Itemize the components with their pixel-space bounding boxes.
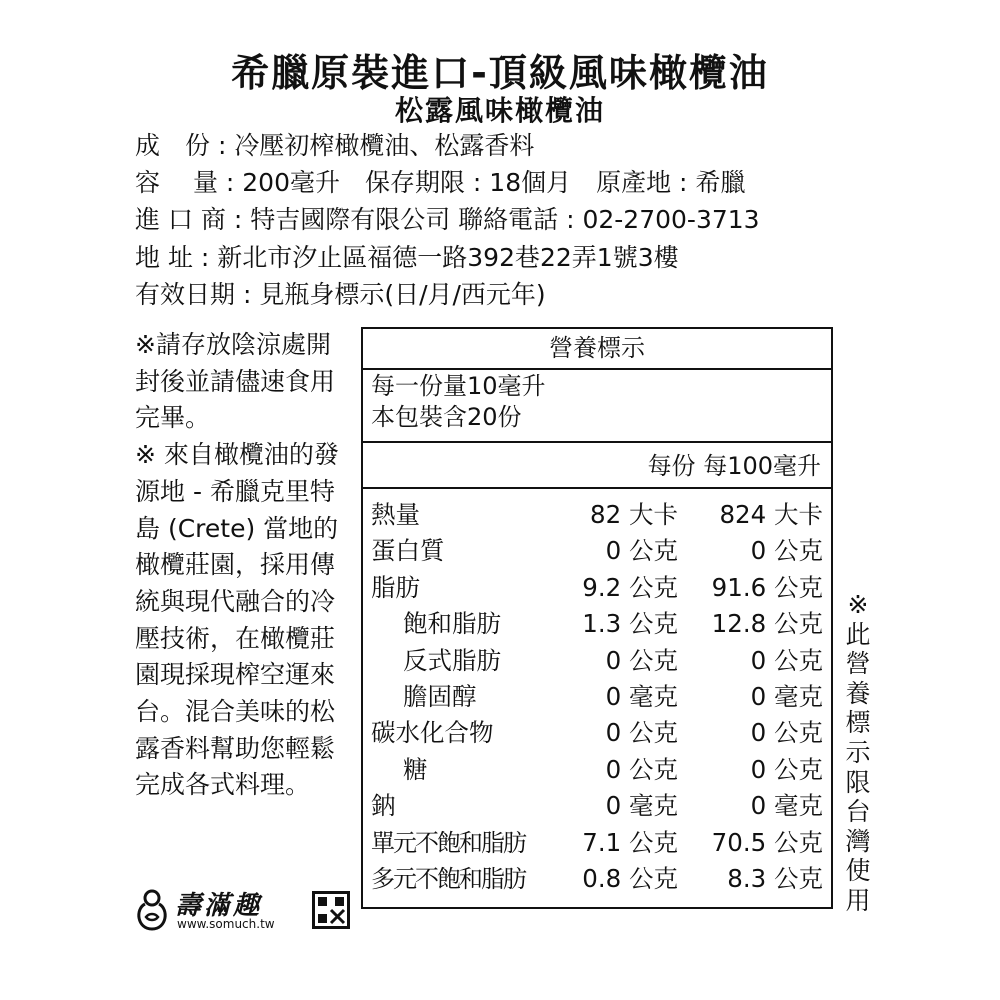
origin-story: ※ 來自橄欖油的發源地 - 希臘克里特島 (Crete) 當地的橄欖莊園，採用傳統與現代融合的冷壓技術，在橄欖莊園現採現榨空運來台。混合美味的松露香料幫助您輕鬆完成各式料理。 [135, 440, 339, 800]
nutrient-row-saturated-fat [363, 606, 831, 642]
nutrient-name: 反式脂肪 [403, 645, 501, 675]
per-100ml-value: 0 公克 [750, 536, 823, 566]
per-100ml-value: 0 毫克 [750, 681, 823, 711]
info-ingredients: 成 份 : 冷壓初榨橄欖油、松露香料 [135, 131, 535, 160]
brand-url: www.somuch.tw [177, 917, 275, 931]
serving-size: 每一份量10毫升 [371, 372, 546, 400]
nutrient-row-sugar [363, 752, 831, 788]
per-100ml-value: 91.6 公克 [711, 572, 823, 602]
product-subtitle: 松露風味橄欖油 [394, 94, 605, 127]
left-notes [135, 327, 353, 804]
brand-logo [135, 885, 355, 935]
per-100ml-value: 0 公克 [750, 718, 823, 748]
nutrient-name: 多元不飽和脂肪 [371, 864, 525, 893]
per-serving-value: 0.8 公克 [582, 863, 678, 893]
qr-code-icon [312, 891, 350, 929]
nutrition-facts-panel [361, 327, 833, 909]
nutrient-name: 糖 [403, 754, 428, 784]
per-100ml-value: 0 公克 [750, 645, 823, 675]
nutrient-name: 蛋白質 [371, 536, 445, 566]
info-importer-phone: 進 口 商 : 特吉國際有限公司 聯絡電話 : 02-2700-3713 [135, 205, 760, 234]
nutrition-rows [363, 497, 831, 897]
nutrient-row-energy [363, 497, 831, 533]
per-100ml-value: 0 毫克 [750, 791, 823, 821]
taiwan-only-note: ※此營養標示限台灣使用 [845, 590, 871, 915]
nutrient-row-polyunsaturated-fat [363, 861, 831, 897]
nutrient-name: 鈉 [371, 791, 396, 821]
per-100ml-value: 0 公克 [750, 754, 823, 784]
nutrient-row-protein [363, 533, 831, 569]
per-serving-value: 0 公克 [605, 536, 678, 566]
nutrition-header: 營養標示 [363, 329, 831, 370]
nutrient-row-trans-fat [363, 643, 831, 679]
per-100ml-value: 8.3 公克 [727, 863, 823, 893]
nutrient-row-carbohydrate [363, 715, 831, 751]
servings-per-package: 本包裝含20份 [371, 403, 522, 431]
per-100ml-value: 12.8 公克 [711, 609, 823, 639]
per-100ml-value: 824 大卡 [719, 500, 823, 529]
nutrition-divider [363, 441, 831, 443]
nutrient-name: 膽固醇 [403, 681, 477, 711]
info-address: 地 址 : 新北市汐止區福德一路392巷22弄1號3樓 [135, 243, 679, 272]
storage-note: ※請存放陰涼處開封後並請儘速食用完畢。 [135, 330, 336, 433]
info-expiry-date: 有效日期 : 見瓶身標示(日/月/西元年) [135, 280, 546, 309]
nutrient-row-sodium [363, 788, 831, 824]
nutrient-row-cholesterol [363, 679, 831, 715]
page-title: 希臘原裝進口-頂級風味橄欖油 [231, 51, 769, 95]
brand-name: 壽滿趣 [175, 891, 263, 921]
column-headers: 每份 每100毫升 [647, 452, 821, 480]
per-serving-value: 0 毫克 [605, 681, 678, 711]
nutrient-row-fat [363, 570, 831, 606]
per-100ml-value: 70.5 公克 [711, 827, 823, 857]
per-serving-value: 82 大卡 [590, 500, 678, 529]
nutrient-name: 飽和脂肪 [403, 609, 501, 639]
per-serving-value: 0 公克 [605, 718, 678, 748]
nutrient-name: 熱量 [371, 500, 420, 529]
nutrient-row-monounsaturated-fat [363, 825, 831, 861]
per-serving-value: 7.1 公克 [582, 827, 678, 857]
nutrition-divider [363, 487, 831, 489]
nutrient-name: 脂肪 [371, 572, 420, 602]
per-serving-value: 0 公克 [605, 754, 678, 784]
nutrient-name: 碳水化合物 [371, 718, 494, 748]
info-volume-expiry-origin: 容 量 : 200毫升 保存期限 : 18個月 原產地 : 希臘 [135, 168, 746, 197]
gourd-logo-icon [135, 887, 169, 931]
per-serving-value: 1.3 公克 [582, 609, 678, 639]
per-serving-value: 0 毫克 [605, 791, 678, 821]
per-serving-value: 9.2 公克 [582, 572, 678, 602]
nutrient-name: 單元不飽和脂肪 [371, 828, 525, 857]
serving-info [371, 371, 546, 433]
per-serving-value: 0 公克 [605, 645, 678, 675]
